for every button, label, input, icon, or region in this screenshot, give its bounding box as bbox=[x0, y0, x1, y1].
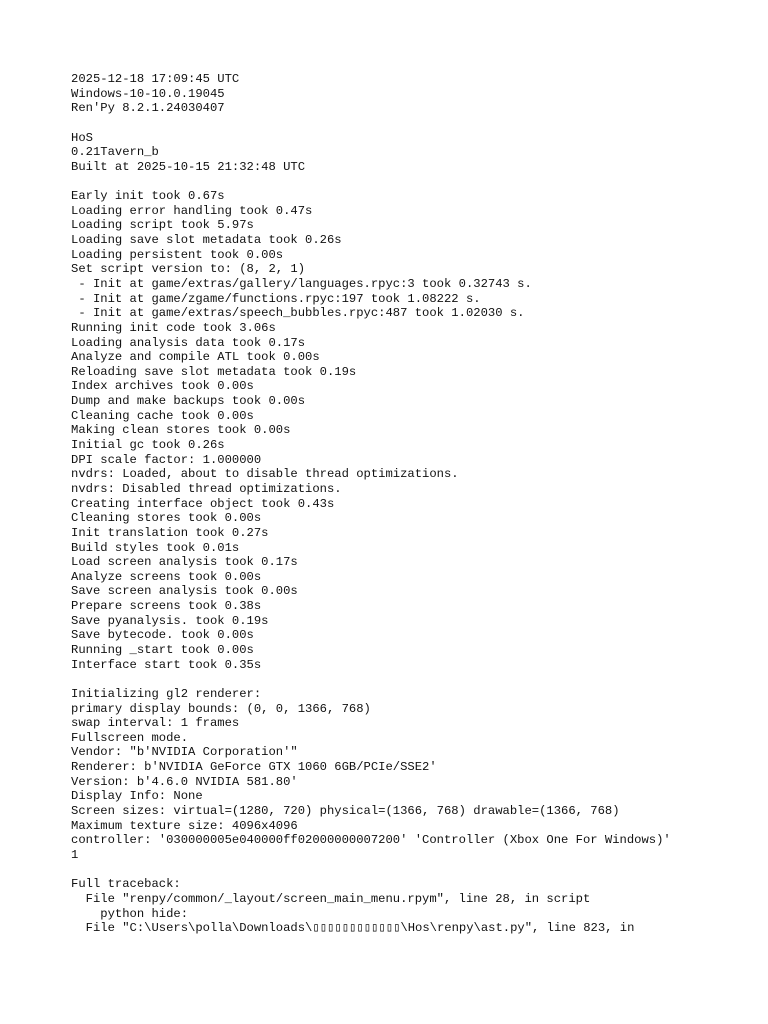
log-line: Initial gc took 0.26s bbox=[71, 438, 225, 453]
log-line: Windows-10-10.0.19045 bbox=[71, 86, 225, 101]
log-line: Loading script took 5.97s bbox=[71, 218, 254, 233]
log-line: 1 bbox=[71, 847, 79, 862]
log-line: swap interval: 1 frames bbox=[71, 716, 240, 731]
log-line: Dump and make backups took 0.00s bbox=[71, 394, 306, 409]
log-line: Save bytecode. took 0.00s bbox=[71, 628, 254, 643]
log-line: Loading persistent took 0.00s bbox=[71, 247, 284, 262]
log-line: Screen sizes: virtual=(1280, 720) physical=(1366, 768) drawable=(1366, 768) bbox=[71, 804, 620, 819]
log-line: HoS bbox=[71, 130, 93, 145]
log-line: Initializing gl2 renderer: bbox=[71, 686, 262, 701]
log-line: Full traceback: bbox=[71, 877, 181, 892]
log-line: 0.21Tavern_b bbox=[71, 145, 159, 160]
log-line: nvdrs: Loaded, about to disable thread optimizations. bbox=[71, 467, 459, 482]
log-line: DPI scale factor: 1.000000 bbox=[71, 452, 262, 467]
log-line: Save pyanalysis. took 0.19s bbox=[71, 613, 269, 628]
log-line: Reloading save slot metadata took 0.19s bbox=[71, 364, 357, 379]
log-line: primary display bounds: (0, 0, 1366, 768) bbox=[71, 701, 371, 716]
log-line: Prepare screens took 0.38s bbox=[71, 599, 262, 614]
log-line: Build styles took 0.01s bbox=[71, 540, 240, 555]
log-line: Vendor: "b'NVIDIA Corporation'" bbox=[71, 745, 298, 760]
log-line: - Init at game/extras/gallery/languages.rpyc:3 took 0.32743 s. bbox=[71, 276, 532, 291]
log-line: File "C:\Users\polla\Downloads\▯▯▯▯▯▯▯▯▯▯▯▯\Hos\renpy\ast.py", line 823, in bbox=[71, 921, 635, 936]
log-line: - Init at game/extras/speech_bubbles.rpyc:487 took 1.02030 s. bbox=[71, 306, 525, 321]
log-line: Loading save slot metadata took 0.26s bbox=[71, 233, 342, 248]
log-line: controller: '030000005e040000ff02000000007200' 'Controller (Xbox One For Windows)' bbox=[71, 833, 671, 848]
log-line: Version: b'4.6.0 NVIDIA 581.80' bbox=[71, 774, 298, 789]
blank-line bbox=[71, 863, 761, 878]
log-line: Loading analysis data took 0.17s bbox=[71, 335, 306, 350]
blank-line bbox=[71, 174, 761, 189]
blank-line bbox=[71, 116, 761, 131]
log-line: Making clean stores took 0.00s bbox=[71, 423, 291, 438]
log-line: Analyze and compile ATL took 0.00s bbox=[71, 350, 320, 365]
log-line: Fullscreen mode. bbox=[71, 730, 189, 745]
log-line: - Init at game/zgame/functions.rpyc:197 took 1.08222 s. bbox=[71, 291, 481, 306]
log-line: Interface start took 0.35s bbox=[71, 657, 262, 672]
log-line: Display Info: None bbox=[71, 789, 203, 804]
log-line: Set script version to: (8, 2, 1) bbox=[71, 262, 306, 277]
log-line: Early init took 0.67s bbox=[71, 189, 225, 204]
log-line: Cleaning stores took 0.00s bbox=[71, 511, 262, 526]
log-line: File "renpy/common/_layout/screen_main_menu.rpym", line 28, in script bbox=[71, 891, 591, 906]
log-line: Running _start took 0.00s bbox=[71, 642, 254, 657]
log-line: Ren'Py 8.2.1.24030407 bbox=[71, 101, 225, 116]
log-line: Init translation took 0.27s bbox=[71, 525, 269, 540]
log-line: Creating interface object took 0.43s bbox=[71, 496, 335, 511]
log-line: Renderer: b'NVIDIA GeForce GTX 1060 6GB/PCIe/SSE2' bbox=[71, 760, 437, 775]
log-line: python hide: bbox=[71, 906, 189, 921]
log-line: nvdrs: Disabled thread optimizations. bbox=[71, 481, 342, 496]
blank-line bbox=[71, 672, 761, 687]
log-line: Loading error handling took 0.47s bbox=[71, 203, 313, 218]
log-line: Maximum texture size: 4096x4096 bbox=[71, 818, 298, 833]
log-line: Index archives took 0.00s bbox=[71, 379, 254, 394]
log-line: 2025-12-18 17:09:45 UTC bbox=[71, 72, 240, 86]
log-line: Cleaning cache took 0.00s bbox=[71, 408, 254, 423]
log-line: Analyze screens took 0.00s bbox=[71, 569, 262, 584]
log-line: Save screen analysis took 0.00s bbox=[71, 584, 298, 599]
log-line: Running init code took 3.06s bbox=[71, 320, 276, 335]
log-document bbox=[71, 72, 761, 936]
log-line: Built at 2025-10-15 21:32:48 UTC bbox=[71, 159, 306, 174]
log-line: Load screen analysis took 0.17s bbox=[71, 555, 298, 570]
